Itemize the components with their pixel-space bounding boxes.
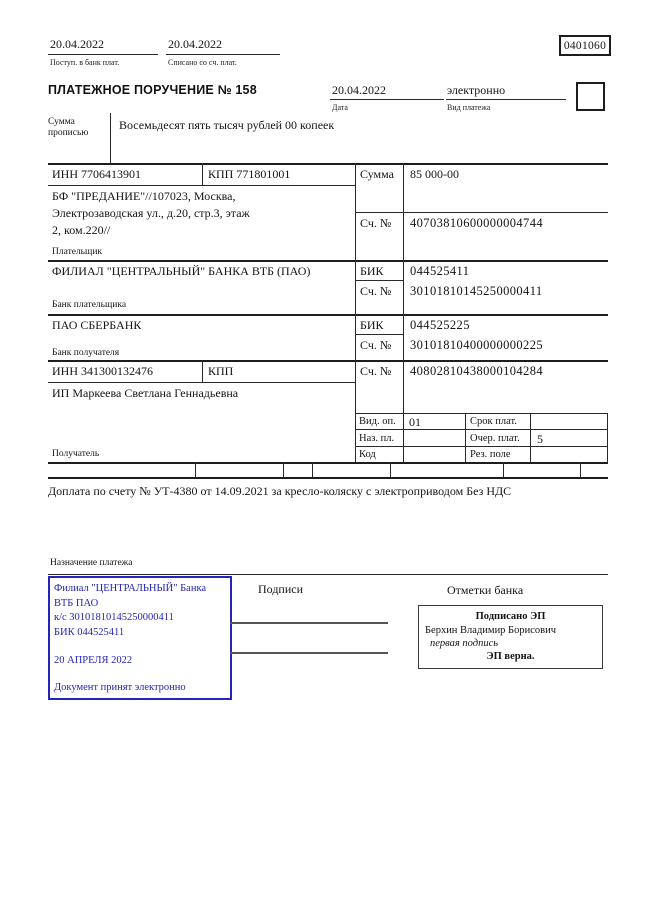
esignature-stamp bbox=[418, 605, 603, 669]
status-checkbox bbox=[576, 82, 605, 111]
payee-kpp-label: КПП bbox=[208, 364, 234, 378]
table-border bbox=[48, 163, 608, 165]
payer-bank-name: ФИЛИАЛ "ЦЕНТРАЛЬНЫЙ" БАНКА ВТБ (ПАО) bbox=[52, 264, 311, 278]
payment-kind-value: электронно bbox=[447, 83, 506, 97]
strip-cell-divider bbox=[503, 462, 504, 477]
amount-words-label: Сумма прописью bbox=[48, 117, 89, 138]
op-type-value: 01 bbox=[409, 415, 421, 429]
strip-cell-divider bbox=[195, 462, 196, 477]
strip-cell-divider bbox=[390, 462, 391, 477]
payer-address-line: Электрозаводская ул., д.20, стр.3, этаж bbox=[52, 206, 250, 220]
payer-bank-bik-label: БИК bbox=[360, 264, 384, 278]
payer-bank-account: 30101810145250000411 bbox=[410, 284, 543, 298]
table-border bbox=[48, 382, 355, 383]
bank-marks-heading: Отметки банка bbox=[447, 583, 524, 597]
esign-note: первая подпись bbox=[430, 638, 499, 649]
table-border bbox=[48, 314, 608, 316]
footer-divider-line bbox=[48, 574, 608, 575]
table-border bbox=[48, 260, 608, 262]
received-in-bank-label: Поступ. в банк плат. bbox=[50, 58, 120, 67]
document-title: ПЛАТЕЖНОЕ ПОРУЧЕНИЕ № 158 bbox=[48, 83, 257, 97]
payer-kpp: КПП 771801001 bbox=[208, 167, 291, 181]
reserve-field-label: Рез. поле bbox=[470, 449, 511, 460]
table-border bbox=[355, 212, 608, 213]
payee-bank-account: 30101810400000000225 bbox=[410, 338, 543, 352]
esign-title: Подписано ЭП bbox=[475, 611, 546, 622]
payee-name: ИП Маркеева Светлана Геннадьевна bbox=[52, 386, 239, 400]
bank-acceptance-stamp bbox=[48, 576, 232, 700]
payee-account-label: Сч. № bbox=[360, 364, 392, 378]
table-border bbox=[355, 334, 403, 335]
payee-bank-bik-label: БИК bbox=[360, 318, 384, 332]
payer-address-line: 2, ком.220// bbox=[52, 223, 111, 237]
table-border bbox=[355, 446, 608, 447]
form-code-box: 0401060 bbox=[559, 35, 611, 56]
payer-account-label: Сч. № bbox=[360, 216, 392, 230]
table-border bbox=[48, 185, 355, 186]
table-border bbox=[465, 413, 466, 462]
payer-inn: ИНН 7706413901 bbox=[52, 167, 141, 181]
strip-cell-divider bbox=[312, 462, 313, 477]
strip-cell-divider bbox=[580, 462, 581, 477]
table-border bbox=[48, 477, 608, 479]
table-border bbox=[530, 413, 531, 462]
purpose-code-label: Наз. пл. bbox=[359, 433, 395, 444]
table-border bbox=[202, 163, 203, 185]
received-in-bank-date: 20.04.2022 bbox=[50, 37, 104, 51]
table-border bbox=[607, 413, 608, 462]
due-date-label: Срок плат. bbox=[470, 416, 517, 427]
payee-label: Получатель bbox=[52, 449, 100, 459]
payer-address-line: БФ "ПРЕДАНИЕ"//107023, Москва, bbox=[52, 189, 236, 203]
table-border bbox=[355, 413, 608, 414]
sum-value: 85 000-00 bbox=[410, 167, 459, 181]
payer-bank-label: Банк плательщика bbox=[52, 300, 127, 310]
payee-account: 40802810438000104284 bbox=[410, 364, 543, 378]
table-border bbox=[355, 163, 356, 462]
document-date-label: Дата bbox=[332, 103, 348, 112]
stamp-bank-name-line1: Филиал "ЦЕНТРАЛЬНЫЙ" Банка bbox=[54, 583, 207, 594]
payee-bank-account-label: Сч. № bbox=[360, 338, 392, 352]
signature-line bbox=[230, 622, 388, 624]
priority-value: 5 bbox=[537, 432, 543, 446]
strip-cell-divider bbox=[283, 462, 284, 477]
stamp-footer: Документ принят электронно bbox=[54, 681, 186, 693]
priority-label: Очер. плат. bbox=[470, 433, 520, 444]
signatures-heading: Подписи bbox=[258, 582, 304, 596]
document-date-underline bbox=[330, 99, 444, 100]
payer-bank-account-label: Сч. № bbox=[360, 284, 392, 298]
payee-bank-bik: 044525225 bbox=[410, 318, 470, 332]
signature-line bbox=[230, 652, 388, 654]
table-border bbox=[48, 462, 608, 464]
table-border bbox=[48, 360, 608, 362]
amount-words-divider bbox=[110, 113, 111, 163]
stamp-bik: БИК 044525411 bbox=[54, 626, 125, 638]
payer-label: Плательщик bbox=[52, 247, 103, 257]
table-border bbox=[403, 163, 404, 462]
payer-account-value: 40703810600000004744 bbox=[410, 216, 543, 230]
payee-bank-name: ПАО СБЕРБАНК bbox=[52, 318, 142, 332]
table-border bbox=[355, 429, 608, 430]
document-date: 20.04.2022 bbox=[332, 83, 386, 97]
stamp-corr-account: к/с 30101810145250000411 bbox=[54, 612, 174, 623]
payee-inn: ИНН 341300132476 bbox=[52, 364, 153, 378]
payment-kind-label: Вид платежа bbox=[447, 103, 491, 112]
amount-words-value: Восемьдесят пять тысяч рублей 00 копеек bbox=[119, 118, 335, 132]
debited-label: Списано со сч. плат. bbox=[168, 58, 237, 67]
payment-kind-underline bbox=[446, 99, 566, 100]
table-border bbox=[202, 360, 203, 382]
code-label: Код bbox=[359, 449, 376, 460]
op-type-label: Вид. оп. bbox=[359, 416, 396, 427]
payee-bank-label: Банк получателя bbox=[52, 348, 120, 358]
payment-purpose-label: Назначение платежа bbox=[50, 558, 133, 568]
stamp-date: 20 АПРЕЛЯ 2022 bbox=[54, 655, 133, 666]
received-date-underline bbox=[48, 54, 158, 55]
stamp-bank-name-line2: ВТБ ПАО bbox=[54, 597, 99, 609]
debited-date-underline bbox=[166, 54, 280, 55]
table-border bbox=[355, 280, 403, 281]
esign-signer-name: Берхин Владимир Борисович bbox=[425, 625, 556, 636]
payment-purpose-text: Доплата по счету № УТ-4380 от 14.09.2021 за кресло-коляску с электроприводом Без НДС bbox=[48, 484, 512, 498]
esign-verified: ЭП верна. bbox=[486, 651, 535, 662]
debited-date: 20.04.2022 bbox=[168, 37, 222, 51]
payer-bank-bik: 044525411 bbox=[410, 264, 470, 278]
sum-label: Сумма bbox=[360, 167, 394, 181]
